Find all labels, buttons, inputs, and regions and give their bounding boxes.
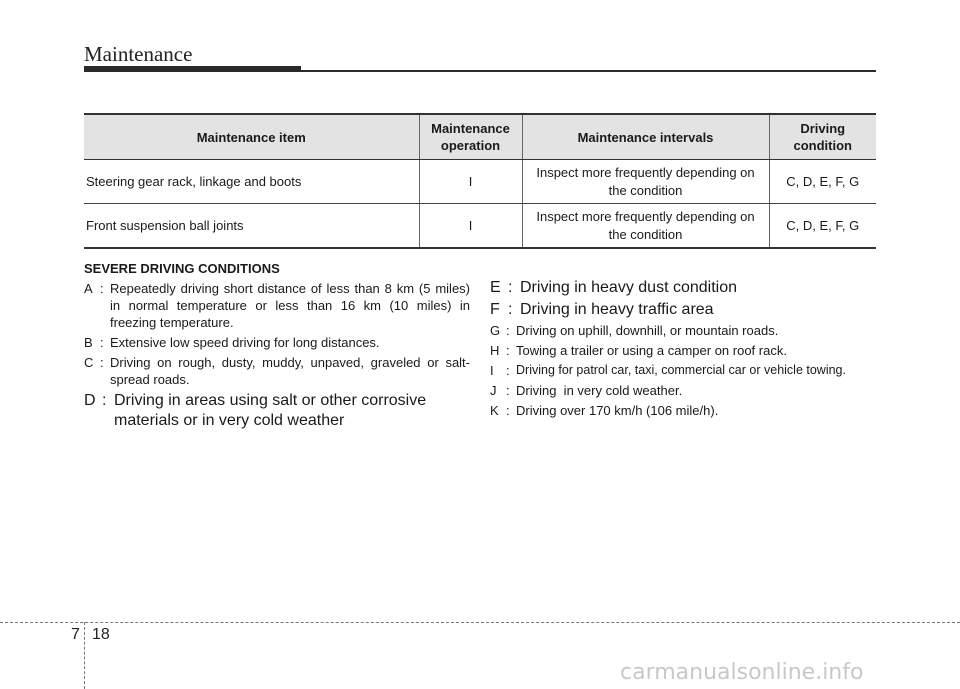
cell-operation: I [419, 160, 522, 204]
condition-text: Repeatedly driving short distance of less than 8 km (5 miles) in normal temperature or less than 16 km (10 miles) in freezing temperature. [110, 281, 470, 330]
cell-item: Front suspension ball joints [84, 204, 419, 249]
title-rule-thin [301, 70, 876, 72]
cell-item: Steering gear rack, linkage and boots [84, 160, 419, 204]
page-chapter: 7 [71, 626, 80, 643]
section-title: Maintenance [84, 42, 193, 66]
title-rule-thick [84, 66, 301, 72]
condition-text: Driving over 170 km/h (106 mile/h). [516, 403, 719, 418]
condition-item: F : Driving in heavy traffic area [490, 300, 890, 320]
condition-item: H : Towing a trailer or using a camper on roof rack. [490, 342, 890, 359]
condition-text: Towing a trailer or using a camper on roof rack. [516, 343, 787, 358]
condition-letter: C [84, 355, 94, 370]
condition-text: Driving on uphill, downhill, or mountain roads. [516, 323, 779, 338]
condition-letter: B [84, 335, 93, 350]
table-row [84, 204, 876, 249]
page-number: 18 [92, 626, 110, 643]
footer-divider [84, 622, 85, 689]
condition-item: B : Extensive low speed driving for long distances. [84, 334, 470, 351]
condition-letter: D [84, 392, 96, 409]
condition-item: C : Driving on rough, dusty, muddy, unpaved, graveled or salt-spread roads. [84, 355, 470, 387]
condition-item: G : Driving on uphill, downhill, or mountain roads. [490, 322, 890, 339]
condition-text: Driving for patrol car, taxi, commercial car or vehicle towing. [516, 363, 846, 377]
condition-item: K : Driving over 170 km/h (106 mile/h). [490, 402, 890, 419]
maintenance-table [84, 113, 876, 249]
condition-text: Driving on rough, dusty, muddy, unpaved, graveled or salt-spread roads. [110, 355, 470, 387]
condition-letter: I [490, 363, 494, 378]
condition-letter: A [84, 281, 93, 296]
condition-letter: F [490, 301, 500, 318]
severe-conditions-right [490, 278, 890, 422]
cell-interval: Inspect more frequently depending on the condition [522, 204, 769, 249]
condition-item: J : Driving in very cold weather. [490, 382, 890, 399]
condition-item: I : Driving for patrol car, taxi, commercial car or vehicle towing. [490, 362, 890, 379]
condition-text: Driving in areas using salt or other corrosive materials or in very cold weather [114, 392, 427, 429]
cell-interval: Inspect more frequently depending on the condition [522, 160, 769, 204]
condition-item: E : Driving in heavy dust condition [490, 278, 890, 298]
severe-conditions-title: SEVERE DRIVING CONDITIONS [84, 261, 280, 276]
condition-text: Extensive low speed driving for long distances. [110, 335, 380, 350]
col-header-intervals: Maintenance intervals [522, 114, 769, 160]
cell-condition: C, D, E, F, G [769, 160, 876, 204]
cell-condition: C, D, E, F, G [769, 204, 876, 249]
condition-item: D : Driving in areas using salt or other corrosive materials or in very cold weather [84, 391, 470, 431]
condition-letter: K [490, 403, 499, 418]
condition-item: A : Repeatedly driving short distance of less than 8 km (5 miles) in normal temperature or less than 16 km (10 miles) in freezing temperature. [84, 281, 470, 330]
condition-letter: J [490, 383, 497, 398]
cell-operation: I [419, 204, 522, 249]
col-header-condition: Driving condition [769, 114, 876, 160]
col-header-item: Maintenance item [84, 114, 419, 160]
watermark: carmanualsonline.info [620, 660, 864, 685]
col-header-operation: Maintenance operation [419, 114, 522, 160]
footer-rule [0, 622, 960, 623]
condition-text: Driving in very cold weather. [516, 383, 683, 398]
condition-letter: H [490, 343, 500, 358]
severe-conditions-left [84, 261, 470, 433]
condition-text: Driving in heavy traffic area [520, 301, 714, 318]
table-row [84, 160, 876, 204]
table-header-row [84, 114, 876, 160]
condition-letter: G [490, 323, 501, 338]
condition-text: Driving in heavy dust condition [520, 279, 738, 296]
condition-letter: E [490, 279, 501, 296]
